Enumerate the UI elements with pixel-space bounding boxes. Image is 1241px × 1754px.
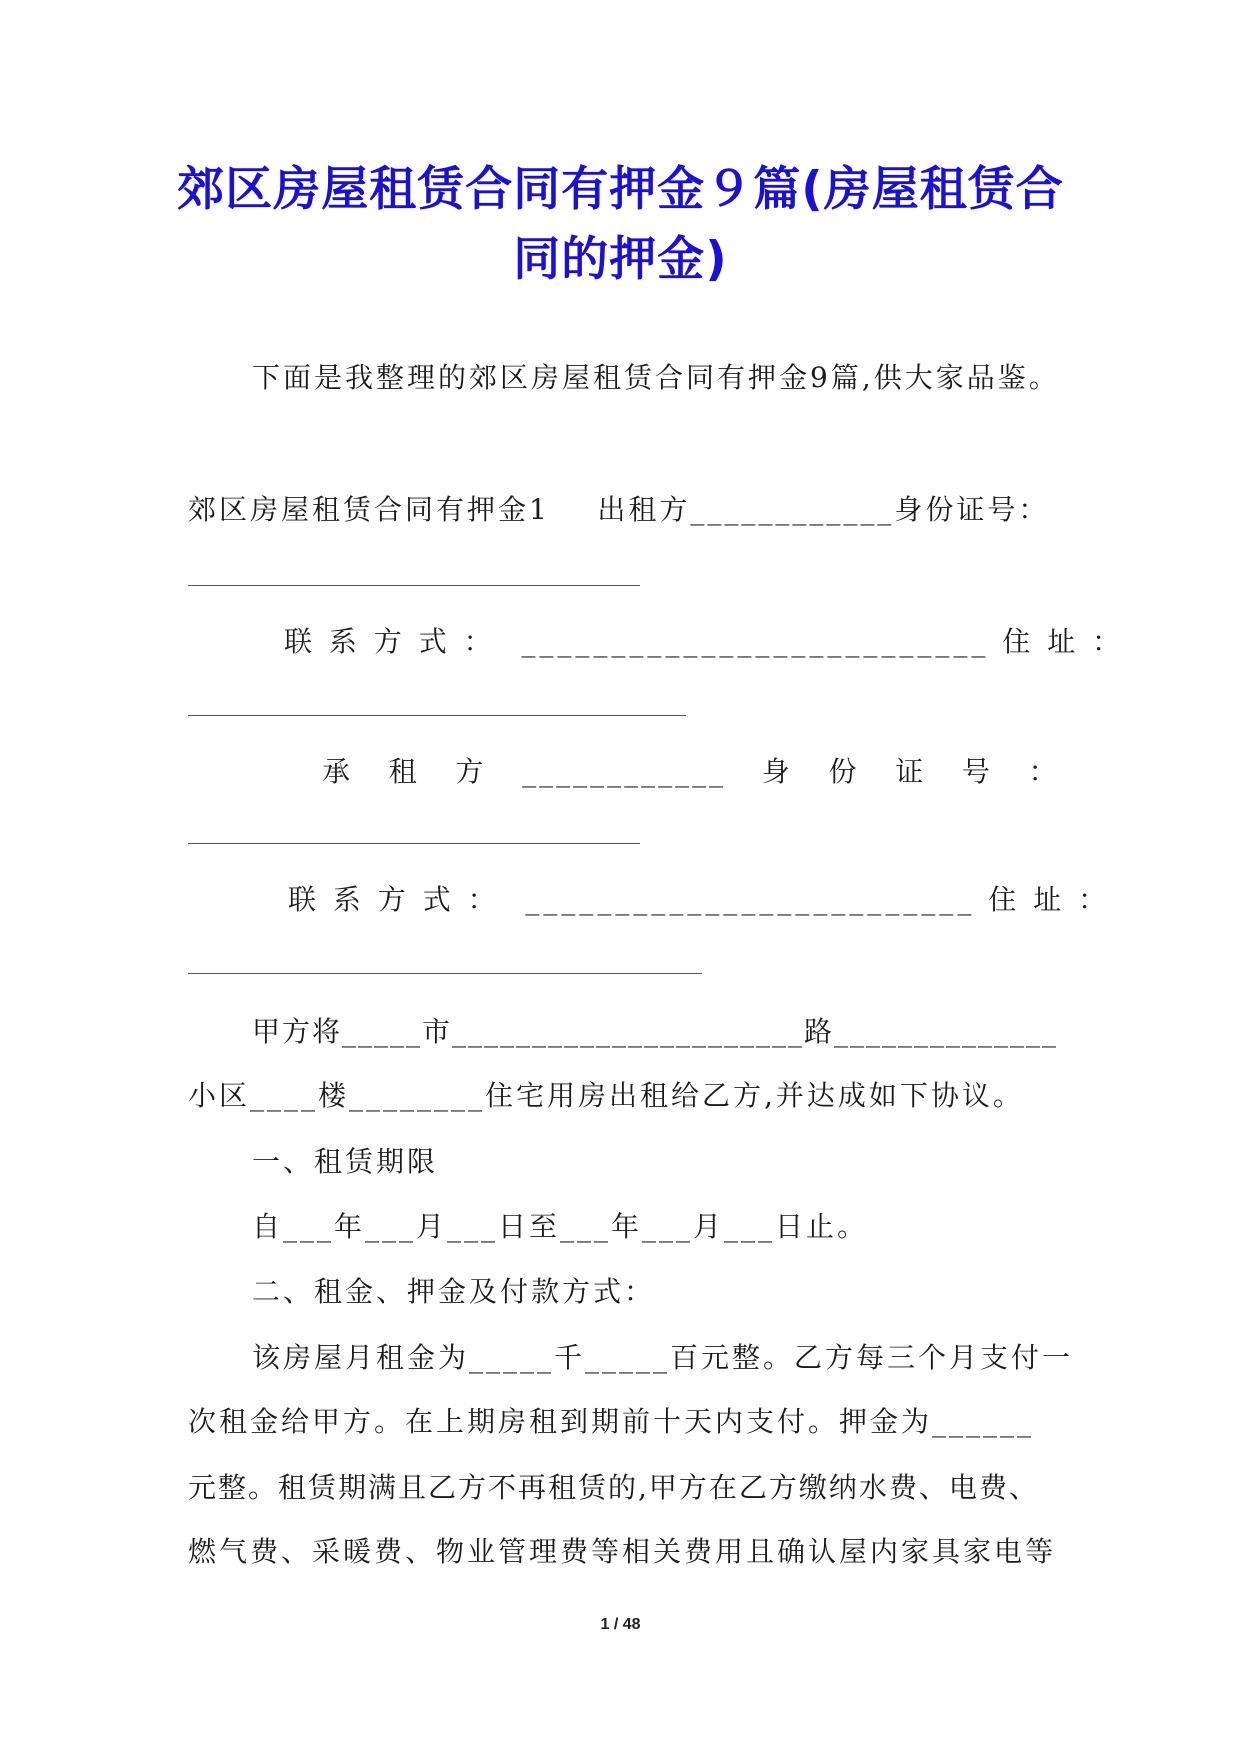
page-number: 1 / 48 [600,1616,641,1633]
blank-rule [188,715,686,716]
rent-paragraph-line: 次租金给甲方。在上期房租到期前十天内支付。押金为______ [188,1405,1035,1438]
rent-paragraph-line: 燃气费、采暖费、物业管理费等相关费用且确认屋内家具家电等 [188,1535,1057,1568]
contract-heading-lessor-line: 郊区房屋租赁合同有押金1 出租方____________身份证号： [188,493,1050,526]
property-location-line-2: 小区____楼________住宅用房出租给乙方,并达成如下协议。 [188,1079,1024,1112]
lease-term-dates: 自___年___月___日至___年___月___日止。 [252,1210,869,1243]
lessee-contact-line: 联 系 方 式 ： _________________________ 住 址 ： [288,883,1111,916]
intro-paragraph: 下面是我整理的郊区房屋租赁合同有押金9篇,供大家品鉴。 [252,361,1060,394]
rent-paragraph-line: 该房屋月租金为_____千_____百元整。乙方每三个月支付一 [252,1341,1074,1374]
document-title-line-2: 同的押金) [513,232,728,287]
section-heading-rent-deposit: 二、租金、押金及付款方式： [252,1275,656,1308]
blank-rule [188,973,702,974]
blank-rule [188,843,640,844]
property-location-line: 甲方将_____市______________________路______________ [252,1015,1059,1048]
lessor-contact-line: 联 系 方 式 ： __________________________ 住 址 ： [284,625,1125,658]
lessee-id-line: 承 租 方 ____________ 身 份 证 号 ： [322,755,1060,788]
section-heading-lease-term: 一、租赁期限 [252,1145,439,1178]
rent-paragraph-line: 元整。租赁期满且乙方不再租赁的,甲方在乙方缴纳水费、电费、 [188,1471,1039,1504]
document-title-line-1: 郊区房屋租赁合同有押金９篇(房屋租赁合 [177,162,1064,217]
blank-rule [188,585,640,586]
